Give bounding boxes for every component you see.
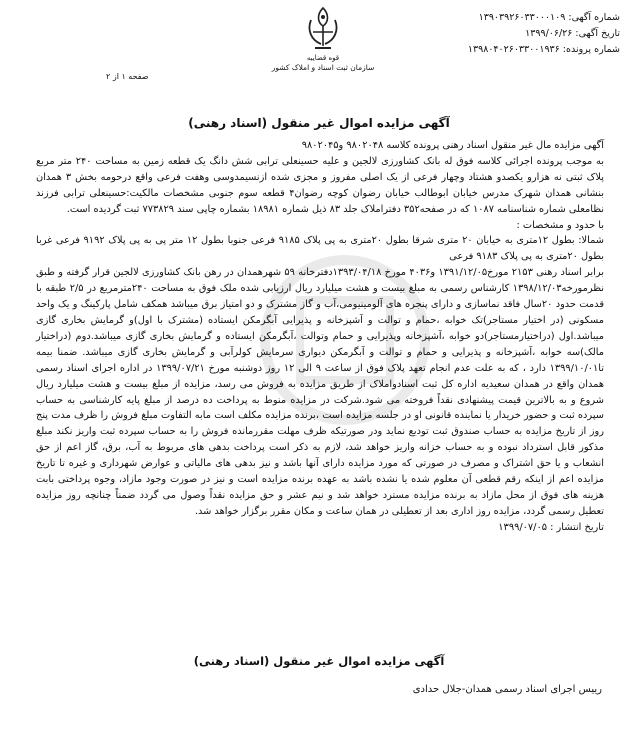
- judiciary-emblem-icon: [301, 4, 345, 54]
- paragraph-property-description: به موجب پرونده اجرائی کلاسه فوق له بانک کشاورزی لالجین و علیه حسینعلی ترابی شش دانگ یک قطعه زمین به مساحت ۲۴۰ متر مربع پلاک ثبتی نه هزارو یکصدو هشتاد وچهار فرعی از یک اصلی مفروز و مجزی شده ازنسیمدوسی وهفت فرعی واقع درحومه بخش ۳ همدان بنشانی همدان شهرک مدرس خیابان ابوطالب خیابان رضوان کوچه رضوان۴ قطعه سوم جنوبی مشخصات مالکیت:حسینعلی ترابی فرزند نظامعلی شماره شناسنامه ۱۰۸۷ که در صفحه۳۵۲ دفتراملاک جلد ۸۳ ذیل شماره ۱۸۹۸۱ بشماره چاپی سند ۷۷۳۸۲۹ ثبت گردیده است.: [36, 155, 604, 215]
- page-number: صفحه ۱ از ۲: [106, 72, 149, 81]
- footer-title: آگهی مزایده اموال غیر منقول (اسناد رهنی): [193, 654, 445, 668]
- paragraph-heading-line: آگهی مزایده مال غیر منقول اسناد رهنی پرونده کلاسه ۹۸۰۲۰۴۸ و۹۸۰۲۰۴۵: [301, 140, 604, 151]
- ad-number: شماره آگهی: ۱۳۹۰۳۹۲۶۰۳۳۰۰۰۱۰۹: [478, 12, 620, 23]
- case-number: شماره پرونده: ۱۳۹۸۰۴۰۲۶۰۳۳۰۰۱۹۳۶: [467, 44, 620, 55]
- paragraph-auction-terms: برابر اسناد رهنی ۲۱۵۳ مورخ۱۳۹۱/۱۲/۰۵ و۴۰۳۶ مورخ ۱۳۹۳/۰۴/۱۸دفترخانه ۵۹ شهرهمدان در رهن بانک کشاورزی لالجین قرار گرفته و طبق نظرمورخه۱۳۹۸/۱۲/۰۳ کارشناس رسمی به مبلغ بیست و هشت میلیارد ریال ارزیابی شده ملک فوق به مساحت ۲۴۰مترمربع در ۲/۵ طبقه با قدمت حدود ۲۰سال فاقد نماسازی و دارای پنجره های آلومینیومی،آب و گاز مشترک و دو امتیاز برق میباشد همکف شامل پارکینگ و یک واحد مسکونی (در اختیار مستاجر)تک خوابه ،حمام و توالت و آشپزخانه و پذیرایی آبگرمکن ایستاده (مشترک با اول)و گرمایش بخاری گازی میباشد.اول (دراختیارمستاجر)دو خوابه ،آشپزخانه وپذیرایی و حمام وتوالت ،آبگرمکن ایستاده و گرمایش بخاری گازی میباشد.دوم (دراختیار مالک)سه خوابه ،آشپزخانه و پذیرایی و حمام و توالت و آبگرمکن دیواری سرمایش کولرآبی و گرمایش بخاری گازی میباشد. ضمنا بیمه تا۱۳۹۹/۱۰/۰۱ دارد ، که به علت عدم انجام تعهد پلاک فوق از ساعت ۹ الی ۱۲ روز دوشنبه مورخ ۱۳۹۹/۰۷/۲۱ در اداره اجرای اسناد رسمی همدان واقع در همدان سعیدیه اداره کل ثبت اسنادواملاک از طریق مزایده به فروش می رسد، مزایده از مبلغ بیست و هشت میلیارد ریال شروع و به بالاترین قیمت پیشنهادی نقداً فروخته می شود.شرکت در مزایده منوط به پرداخت ده درصد از مبلغ پایه کارشناسی به حساب سپرده ثبت و حضور خریدار یا نماینده قانونی او در جلسه مزایده است ،برنده مزایده مکلف است مابه التفاوت مبلغ فروش را ظرف مدت پنج روز از تاریخ مزایده به حساب صندوق ثبت تودیع نماید ودر صورتیکه ظرف مهلت مقررمانده فروش را به حساب سپرده ثبت واریز نکند مبلغ مذکور قابل استرداد نبوده و به حساب خزانه واریز خواهد شد، لازم به ذکر است پرداخت بدهی های مربوط به آب، برق، گاز اعم از حق انشعاب و یا حق اشتراک و مصرف در صورتی که مورد مزایده دارای آنها باشد و نیز بدهی های مالیاتی و عوارض شهرداری و غیره تا تاریخ مزایده اعم از اینکه رقم قطعی آن معلوم شده یا نشده باشد به عهده برنده مزایده است و نیز در صورت وجود مازاد، وجوه پرداختی بابت هزینه های فوق از محل مازاد به برنده مزایده مسترد خواهد شد و نیم عشر و حق مزایده نقداً وصول می گردد ضمناً چنانچه روز مزایده تعطیل رسمی گردد، مزایده روز اداری بعد از تعطیلی در همان ساعت و مکان مقرر برگزار خواهد شد.: [36, 267, 604, 517]
- announcement-body: [36, 138, 604, 536]
- paragraph-publish-date: تاریخ انتشار : ۱۳۹۹/۰۷/۰۵: [498, 521, 604, 533]
- paragraph-boundaries: شمالا: بطول ۱۲متری به خیابان ۲۰ متری شرقا بطول ۲۰متری به پی پلاک ۹۱۸۵ فرعی جنوبا بطول ۱۲ متر پی به پی پلاک ۹۱۹۲ فرعی غربا بطول ۲۰متری به پی پلاک ۹۱۸۳ فرعی: [36, 235, 604, 263]
- ad-date: تاریخ آگهی: ۱۳۹۹/۰۶/۲۶: [525, 28, 620, 39]
- ad-metadata: [390, 10, 620, 58]
- judiciary-logo: [268, 4, 378, 86]
- page-title: آگهی مزایده اموال غیر منقول (اسناد رهنی): [188, 116, 450, 130]
- emblem-caption: قوه قضاییه: [306, 54, 340, 62]
- organization-name: سازمان ثبت اسناد و املاک کشور: [271, 63, 375, 72]
- paragraph-boundaries-label: با حدود و مشخصات :: [516, 219, 604, 231]
- signature-line: رییس اجرای اسناد رسمی همدان-جلال حدادی: [412, 684, 602, 695]
